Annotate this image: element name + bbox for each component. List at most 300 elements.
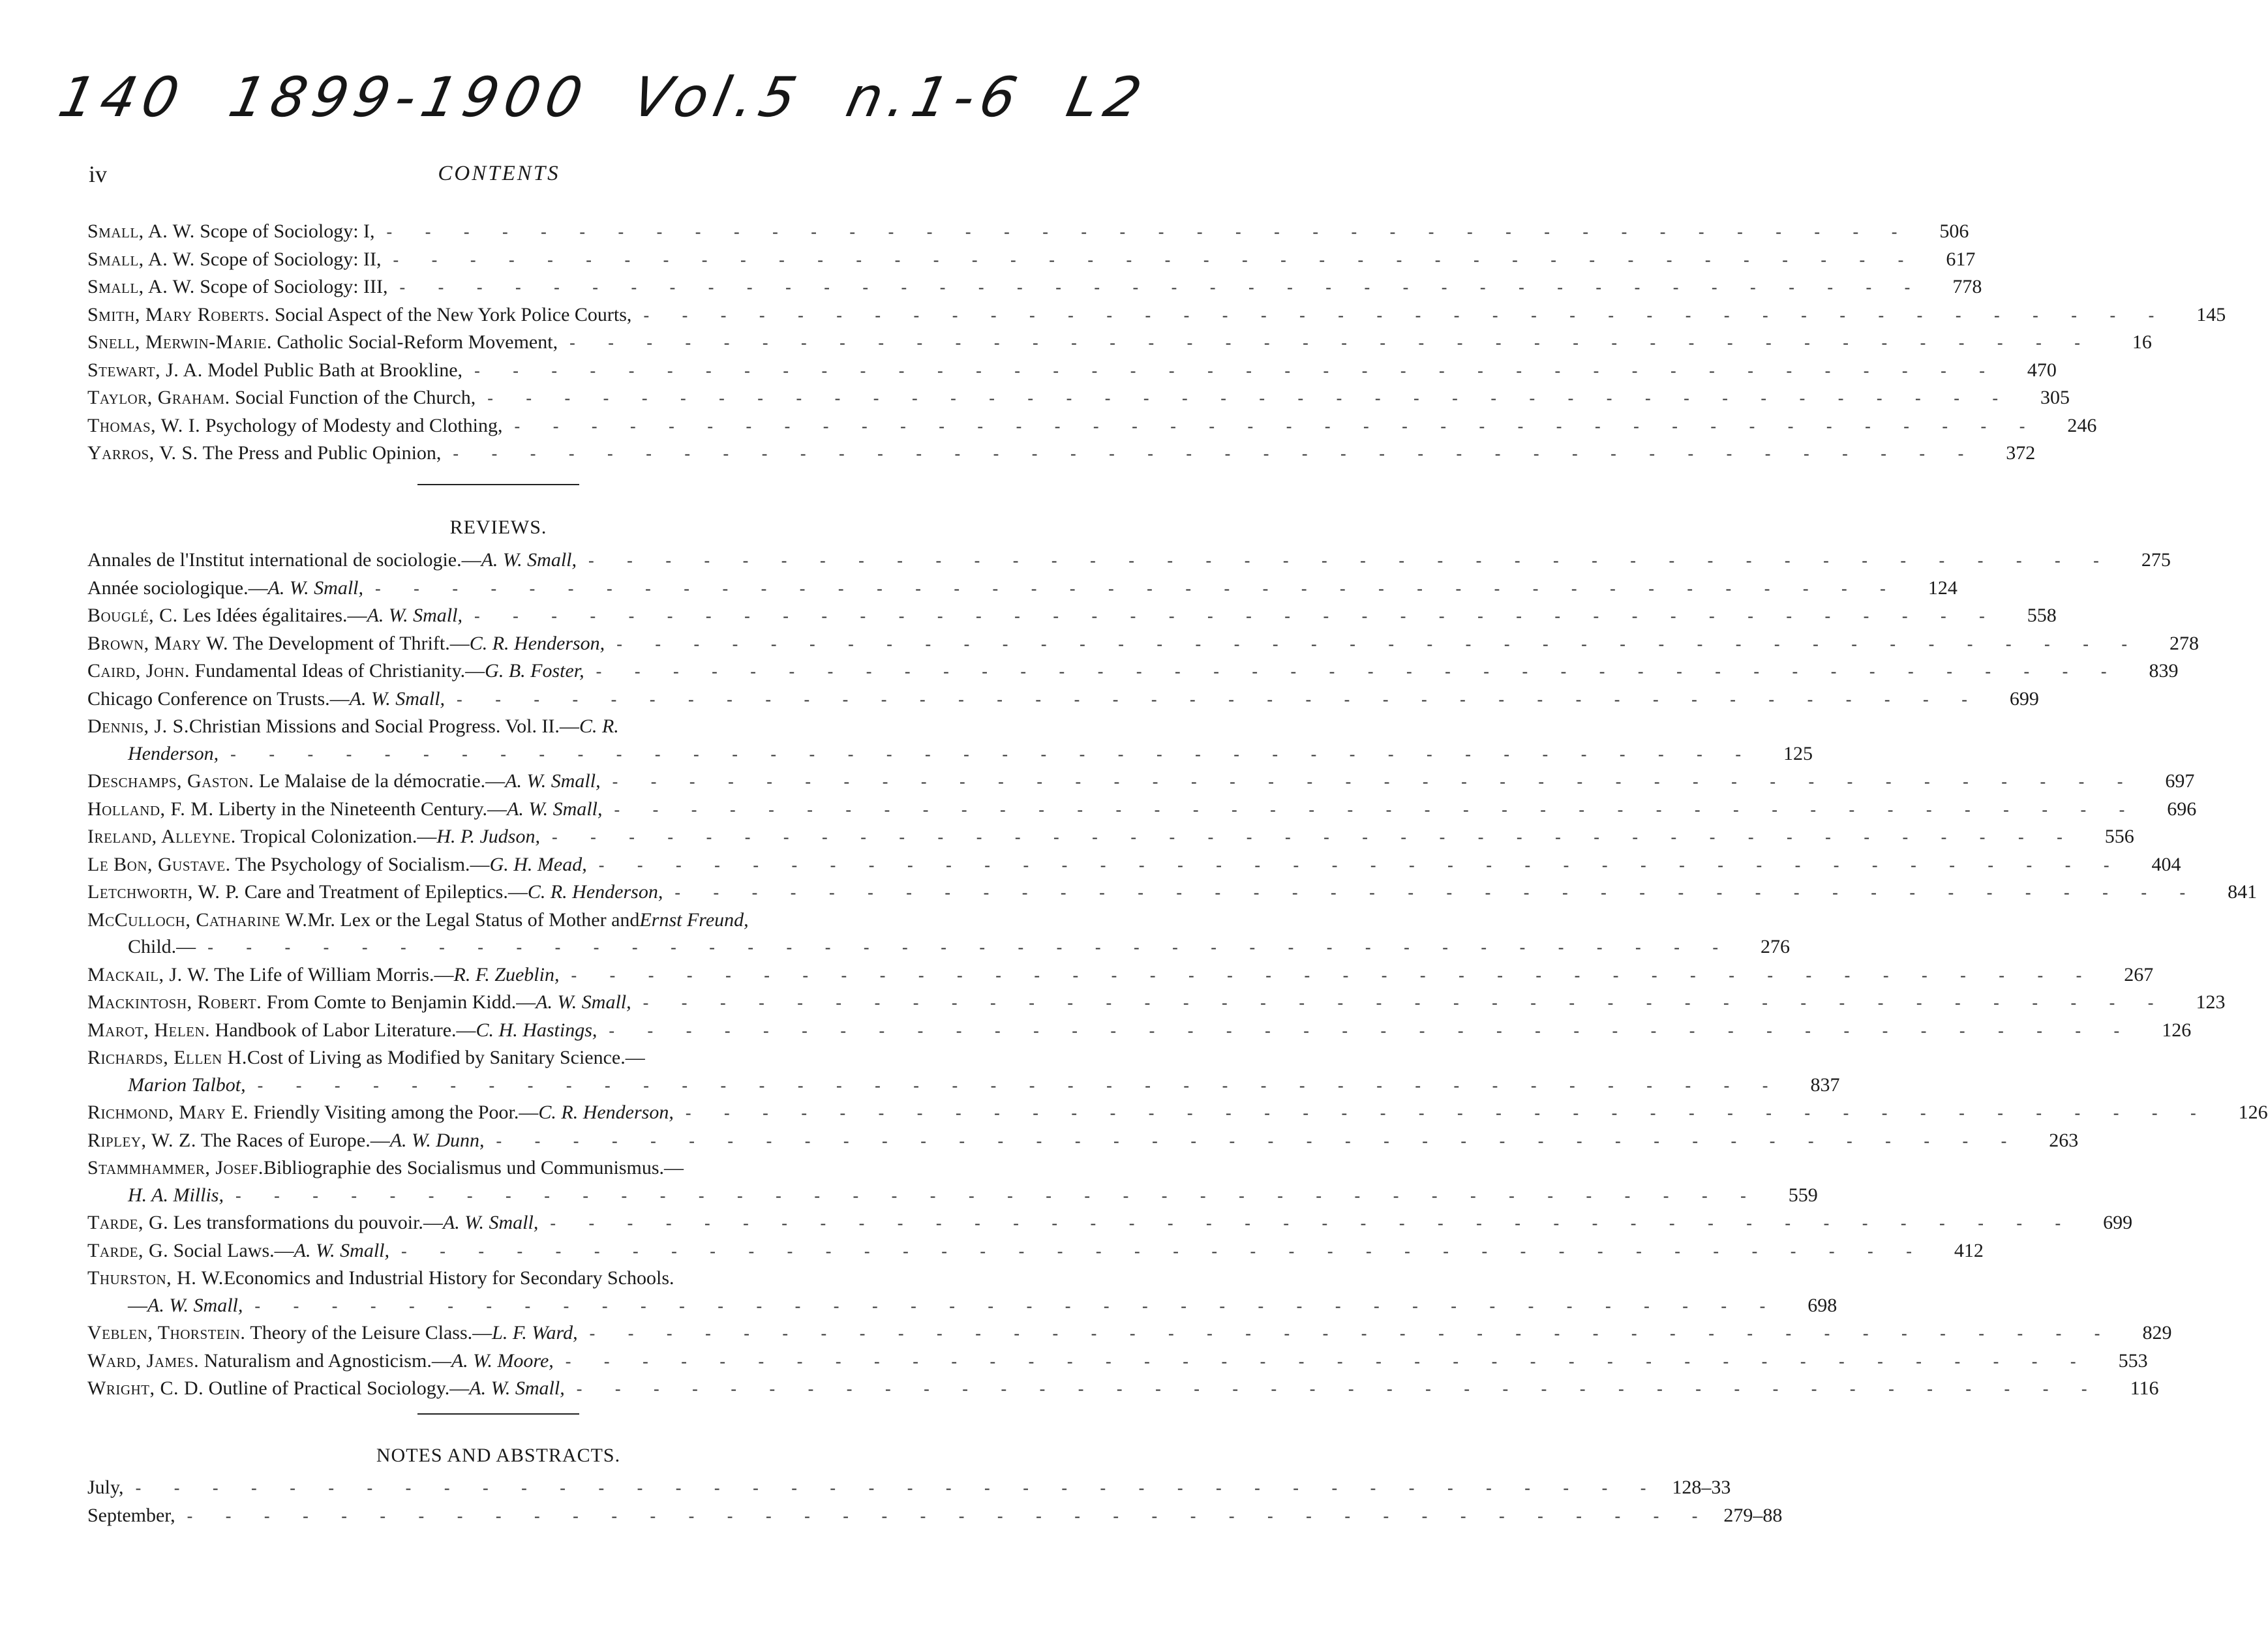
dot-leader: - - - - - - - - - - - - - - - - - - - - - - - - - - - - - - - - - - - - - - - - [674,883,2200,902]
page-number: 837 [1810,1074,1840,1096]
review-title: Les transformations du pouvoir.— [173,1212,443,1233]
review-entry [87,1127,2079,1155]
entry-line [87,796,2197,824]
entry-text [87,961,559,989]
review-entry [87,630,2200,658]
reviewer-name: A. W. Small, [147,1294,243,1316]
entry-text [87,357,462,384]
spacer [249,1102,254,1123]
reviewer-name: H. P. Judson, [436,826,540,847]
entry-line [87,602,2057,630]
entry-text [87,273,388,301]
page-number: 126 [2238,1102,2268,1123]
entry-line [87,713,909,740]
author-name: Caird, John. [87,660,190,682]
section-divider [417,1413,579,1415]
author-name: Mackail, J. W. [87,963,210,985]
author-name: Thomas, W. I. [87,414,201,436]
page-number: 553 [2118,1349,2148,1372]
dot-leader: - - - - - - - - - - - - - - - - - - - - - - - - - - - - - - - - - - - - - - - - [457,689,1982,709]
entry-line [87,547,2171,575]
entry-text [128,933,196,961]
entry-text [87,1237,389,1265]
review-entry [87,1017,2192,1045]
entry-line [87,273,1982,301]
dot-leader: - - - - - - - - - - - - - - - - - - - - - - - - - - - - - - - - - - - - - - - - [576,1379,2102,1398]
article-title: Scope of Sociology: I, [200,220,375,242]
review-title: Tropical Colonization.— [240,826,437,847]
entry-text [128,740,219,768]
dot-leader: - - - - - - - - - - - - - - - - - - - - - - - - - - - - - - - - - - - - - - - - [589,1324,2115,1343]
spacer [210,1019,215,1041]
dot-leader: - - - - - - - - - - - - - - - - - - - - - - - - - - - - - - - - - - - - - - - - [399,278,1925,297]
entry-line [87,657,2179,685]
reviewer-name: G. H. Mead, [489,853,587,875]
review-title: Annales de l'Institut international de sociologie.— [87,549,481,571]
page-number: 699 [2103,1212,2133,1233]
entry-line [87,933,1791,961]
entry-text [87,768,601,795]
contents-entry [87,384,2070,412]
review-title: Christian Missions and Social Progress. Vol. II.— [189,715,579,737]
review-entry [87,1237,1984,1265]
entry-line [87,961,2154,989]
entry-text [87,301,631,329]
entry-text [87,685,445,713]
reviewer-name: L. F. Ward, [492,1322,578,1344]
review-entry [87,713,1813,768]
review-title: Bibliographie des Socialismus und Communismus.— [263,1157,684,1179]
entry-line [87,575,1958,603]
spacer [231,854,235,875]
page-number: 246 [2067,414,2097,436]
dot-leader: - - - - - - - - - - - - - - - - - - - - - - - - - - - - - - - - - - - - - - - - [598,855,2124,875]
contents-entry [87,357,2057,385]
section-divider [417,484,579,485]
page-number: 839 [2149,660,2179,682]
author-name: Veblen, Thorstein. [87,1322,246,1344]
review-title: Theory of the Leisure Class.— [250,1322,492,1344]
spacer [190,660,195,682]
entry-line [87,879,2258,907]
dot-leader: - - - - - - - - - - - - - - - - - - - - - - - - - - - - - - - - - - - - - - - - [135,1479,1661,1497]
entry-line [87,823,2134,851]
entry-line [87,301,2226,329]
reviewer-name: A. W. Small, [267,577,364,599]
review-title: Outline of Practical Sociology.— [208,1377,470,1399]
author-name: Snell, Merwin-Marie. [87,331,272,353]
reviewer-name: A. W. Small, [367,605,462,626]
dot-leader: - - - - - - - - - - - - - - - - - - - - - - - - - - - - - - - - - - - - - - - - [551,828,2077,847]
entry-text [87,329,558,356]
dot-leader: - - - - - - - - - - - - - - - - - - - - - - - - - - - - - - - - - - - - - - - - [235,1186,1761,1205]
entry-line [87,630,2200,658]
author-name: Wright, C. D. [87,1377,204,1399]
reviewer-name: C. R. [579,715,619,737]
review-title: The Life of William Morris.— [214,963,454,985]
review-entry [87,907,1791,961]
notes-entry [87,1474,1731,1502]
review-title: Les Idées égalitaires.— [183,605,367,626]
reviewer-name: A. W. Small, [507,798,603,820]
spacer [254,770,259,792]
dot-leader: - - - - - - - - - - - - - - - - - - - - - - - - - - - - - - - - - - - - - - - - [569,333,2094,352]
dot-leader: - - - - - - - - - - - - - - - - - - - - - - - - - - - - - - - - - - - - - - - - [257,1075,1783,1095]
entry-line [87,1072,1840,1100]
entry-text [87,547,577,574]
review-entry [87,685,2039,713]
entry-text [87,1017,597,1044]
review-title: Handbook of Labor Literature.— [215,1019,476,1041]
author-name: Tarde, G. [87,1239,169,1261]
dot-leader: - - - - - - - - - - - - - - - - - - - - - - - - - - - - - - - - - - - - - - - - [514,416,2040,436]
entry-text [87,1502,175,1529]
review-title: Le Malaise de la démocratie.— [258,770,506,792]
entry-line [87,246,1976,274]
page-number: 698 [1807,1294,1837,1316]
spacer [269,304,275,325]
spacer [236,826,241,847]
entry-line [87,1182,1818,1210]
page-number: 778 [1952,276,1982,297]
notes-entry [87,1502,1783,1530]
page-number: 305 [2040,387,2070,408]
spacer [230,387,235,408]
review-title: Cost of Living as Modified by Sanitary Science.— [247,1047,645,1068]
spacer [199,1350,204,1372]
entry-line [87,1017,2192,1045]
review-entry [87,1319,2172,1347]
reviewer-name: C. R. Henderson, [469,632,605,654]
dot-leader: - - - - - - - - - - - - - - - - - - - - - - - - - - - - - - - - - - - - - - - - [254,1296,1780,1315]
review-title: Liberty in the Nineteenth Century.— [218,798,507,820]
entry-line [87,218,1969,246]
dot-leader: - - - - - - - - - - - - - - - - - - - - - - - - - - - - - - - - - - - - - - - - [386,222,1912,241]
spacer [262,991,267,1013]
review-title: Care and Treatment of Epileptics.— [244,881,528,903]
entry-line [87,1319,2172,1347]
review-title: Friendly Visiting among the Poor.— [253,1102,539,1123]
author-name: Ward, James. [87,1349,200,1372]
reviewer-name: A. W. Small, [505,770,601,792]
article-title: Model Public Bath at Brookline, [207,359,463,381]
page-number: 275 [2141,549,2171,571]
entry-line [87,1474,1731,1502]
author-name: Taylor, Graham. [87,387,230,408]
entry-text [87,246,382,273]
page-number: 123 [2196,991,2226,1013]
reviewer-name: R. F. Zueblin, [453,963,560,985]
page-number: 16 [2132,331,2152,353]
review-title: The Psychology of Socialism.— [235,853,490,875]
author-name: Small, A. W. [87,248,195,270]
running-head [89,160,909,189]
page-number: 125 [1783,742,1813,764]
entry-line [87,1347,2148,1375]
spacer [239,881,245,903]
entry-line [87,384,2070,412]
review-entry [87,575,1958,603]
author-name: Brown, Mary W. [87,632,229,654]
author-name: Richards, Ellen H. [87,1047,247,1068]
reviewer-name: G. B. Foster, [485,660,584,682]
dot-leader: - - - - - - - - - - - - - - - - - - - - - - - - - - - - - - - - - - - - - - - - [230,744,1755,764]
entry-text [87,1347,554,1375]
page-number: 697 [2165,770,2195,792]
page-number: 556 [2104,826,2134,847]
entry-line [87,412,2097,440]
dot-leader: - - - - - - - - - - - - - - - - - - - - - - - - - - - - - - - - - - - - - - - - [685,1104,2211,1122]
review-title: Naturalism and Agnosticism.— [204,1349,451,1372]
author-name: Ripley, W. Z. [87,1129,196,1151]
author-name: Holland, F. M. [87,798,214,820]
entry-line [87,1265,909,1292]
entry-text [87,1319,578,1347]
dot-leader: - - - - - - - - - - - - - - - - - - - - - - - - - - - - - - - - - - - - - - - - [588,551,2113,570]
dot-leader: - - - - - - - - - - - - - - - - - - - - - - - - - - - - - - - - - - - - - - - - [565,1351,2091,1371]
review-entry [87,989,2226,1017]
review-entry [87,1265,1837,1319]
reviews-heading: REVIEWS. [449,517,547,538]
reviewer-name: A. W. Dunn, [389,1129,485,1151]
page-number: 558 [2027,605,2057,626]
entry-line [87,1237,1984,1265]
articles-list [87,218,2226,468]
entry-text [87,412,503,440]
contents-entry [87,273,1982,301]
dot-leader: - - - - - - - - - - - - - - - - - - - - - - - - - - - - - - - - - - - - - - - - [550,1214,2076,1233]
reviewer-name: A. W. Small, [349,687,446,710]
page-number: 116 [2130,1377,2159,1399]
reviewer-name: A. W. Small, [469,1377,565,1399]
notes-label: July, [87,1477,124,1498]
review-title: Social Laws.— [173,1239,294,1261]
review-entry [87,851,2181,879]
contents-entry [87,440,2036,468]
review-entry [87,823,2134,851]
article-title: Social Aspect of the New York Police Courts, [274,303,632,325]
page-folio: iv [89,161,108,187]
review-entry [87,1044,1840,1099]
reviewer-name: H. A. Millis, [128,1184,224,1206]
dot-leader: - - - - - - - - - - - - - - - - - - - - - - - - - - - - - - - - - - - - - - - - [616,634,2142,653]
spacer [168,1240,174,1261]
entry-text [87,1099,674,1126]
entry-text [87,851,587,879]
spacer [228,633,233,654]
contents-entry [87,246,1976,274]
page-number: 267 [2124,963,2154,985]
reviewer-name: A. W. Small, [294,1239,390,1261]
page-number: 841 [2228,881,2258,903]
entry-line [87,1209,2133,1237]
entry-text [87,989,631,1016]
page-number: 145 [2196,303,2226,325]
article-title: Catholic Social-Reform Movement, [277,331,558,353]
author-name: Smith, Mary Roberts. [87,303,270,325]
entry-text [87,218,375,245]
dot-leader: - - - - - - - - - - - - - - - - - - - - - - - - - - - - - - - - - - - - - - - - [187,1506,1712,1525]
page-number: 470 [2027,359,2057,381]
entry-text [128,1182,224,1209]
author-name: Letchworth, W. P. [87,881,240,903]
review-entry [87,1099,2268,1127]
page-number: 404 [2151,853,2181,875]
author-name: Stammhammer, Josef. [87,1157,264,1179]
entry-line [87,329,2152,357]
author-name: McCulloch, Catharine W. [87,909,308,931]
entry-text [128,1292,243,1319]
review-entry [87,1209,2133,1237]
review-entry [87,768,2195,796]
entry-line [87,768,2195,796]
entry-line [87,440,2036,468]
review-entry [87,796,2197,824]
page-number: 128–33 [1672,1477,1731,1498]
entry-line [87,989,2226,1017]
reviewer-name: Henderson, [128,742,219,764]
entry-line [87,1375,2159,1403]
dot-leader: - - - - - - - - - - - - - - - - - - - - - - - - - - - - - - - - - - - - - - - - [393,250,1918,269]
page-number: 559 [1788,1184,1818,1206]
page-number: 276 [1761,936,1791,957]
review-title: From Comte to Benjamin Kidd.— [266,991,536,1013]
entry-text [87,657,584,685]
spacer [196,1130,201,1151]
page-number: 696 [2167,798,2197,820]
page-number: 126 [2162,1019,2192,1041]
review-entry [87,547,2171,575]
page-number: 124 [1928,577,1958,599]
entry-text [128,1072,246,1099]
reviews-list [87,547,2268,1403]
entry-text [87,384,476,412]
author-name: Bouglé, C. [87,605,178,626]
author-name: Thurston, H. W. [87,1267,224,1289]
dot-leader: - - - - - - - - - - - - - - - - - - - - - - - - - - - - - - - - - - - - - - - - [609,1021,2134,1040]
dot-leader: - - - - - - - - - - - - - - - - - - - - - - - - - - - - - - - - - - - - - - - - [474,361,1999,380]
reviewer-name: C. H. Hastings, [476,1019,597,1041]
spacer [168,1212,174,1233]
dot-leader: - - - - - - - - - - - - - - - - - - - - - - - - - - - - - - - - - - - - - - - - [487,389,2013,408]
entry-text [87,1474,124,1501]
author-name: Dennis, J. S. [87,715,189,737]
page-number: 506 [1939,220,1969,242]
article-title: Scope of Sociology: III, [200,276,388,297]
entry-line [87,907,909,934]
review-entry [87,1154,1818,1209]
review-title: The Races of Europe.— [200,1129,390,1151]
reviewer-name: C. R. Henderson, [527,881,663,903]
spacer [213,798,219,820]
review-title: Mr. Lex or the Legal Status of Mother and [307,909,640,931]
article-title: Social Function of the Church, [235,387,476,408]
page-number: 829 [2142,1322,2172,1344]
notes-list [87,1474,1783,1529]
review-entry [87,657,2179,685]
contents-entry [87,218,1969,246]
page-number: 412 [1954,1239,1984,1261]
reviewer-name: A. W. Small, [481,549,577,571]
review-title: Economics and Industrial History for Secondary Schools. [223,1267,674,1289]
contents-entry [87,301,2226,329]
page-number: 617 [1946,248,1976,270]
review-title: Chicago Conference on Trusts.— [87,687,350,710]
author-name: Marot, Helen. [87,1019,211,1041]
review-entry [87,961,2154,989]
dot-leader: - - - - - - - - - - - - - - - - - - - - - - - - - - - - - - - - - - - - - - - - [453,444,1978,463]
entry-text [87,879,663,906]
notes-label: September, [87,1504,175,1526]
dot-leader: - - - - - - - - - - - - - - - - - - - - - - - - - - - - - - - - - - - - - - - - [596,662,2121,681]
reviewer-name: Marion Talbot, [128,1074,246,1096]
review-entry [87,1375,2159,1403]
author-name: Tarde, G. [87,1212,169,1233]
entry-text [87,823,540,850]
page-number: 278 [2170,632,2200,654]
entry-line [87,1099,2268,1127]
dot-leader: - - - - - - - - - - - - - - - - - - - - - - - - - - - - - - - - - - - - - - - - [401,1241,1926,1261]
entry-line [87,1502,1783,1530]
spacer [204,1377,209,1399]
handwritten-shelfmark: 140 1899-1900 Vol.5 n.1-6 L2 [53,65,1154,129]
reviewer-name: A. W. Moore, [451,1349,554,1372]
entry-line [87,740,1813,768]
dot-leader: - - - - - - - - - - - - - - - - - - - - - - - - - - - - - - - - - - - - - - - - [643,305,2169,325]
reviewer-name: A. W. Small, [536,991,631,1013]
spacer [200,415,205,436]
entry-text [87,1209,538,1237]
page-number: 699 [2009,687,2039,710]
entry-line [87,357,2057,385]
dot-leader: - - - - - - - - - - - - - - - - - - - - - - - - - - - - - - - - - - - - - - - - [571,965,2096,985]
dot-leader: - - - - - - - - - - - - - - - - - - - - - - - - - - - - - - - - - - - - - - - - [643,993,2168,1012]
review-title: Année sociologique.— [87,577,268,599]
contents-entry [87,412,2097,440]
entry-text [87,630,605,657]
review-entry [87,879,2258,907]
entry-line [87,1292,1837,1320]
dot-leader: - - - - - - - - - - - - - - - - - - - - - - - - - - - - - - - - - - - - - - - - [375,578,1900,598]
author-name: Richmond, Mary E. [87,1102,249,1123]
page-number: 263 [2049,1129,2079,1151]
page-number: 279–88 [1723,1504,1783,1526]
dot-leader: - - - - - - - - - - - - - - - - - - - - - - - - - - - - - - - - - - - - - - - - [614,800,2139,819]
contents-entry [87,329,2152,357]
author-name: Ireland, Alleyne. [87,826,236,847]
review-title: Child.— [128,936,196,957]
article-title: The Press and Public Opinion, [202,442,442,464]
dot-leader: - - - - - - - - - - - - - - - - - - - - - - - - - - - - - - - - - - - - - - - - [612,772,2138,791]
author-name: Small, A. W. [87,276,195,297]
entry-line [87,685,2039,713]
reviewer-name: C. R. Henderson, [538,1102,674,1123]
entry-text [87,1375,565,1402]
entry-line [87,1044,909,1072]
author-name: Yarros, V. S. [87,442,198,464]
entry-text [87,575,363,602]
author-name: Le Bon, Gustave. [87,853,231,875]
entry-line [87,1154,909,1182]
entry-line [87,1127,2079,1155]
entry-text [87,796,602,823]
entry-text [87,440,441,467]
notes-heading: NOTES AND ABSTRACTS. [376,1445,621,1466]
article-title: Scope of Sociology: II, [200,248,382,270]
article-title: Psychology of Modesty and Clothing, [205,414,503,436]
author-name: Small, A. W. [87,220,195,242]
entry-text [87,1127,484,1154]
